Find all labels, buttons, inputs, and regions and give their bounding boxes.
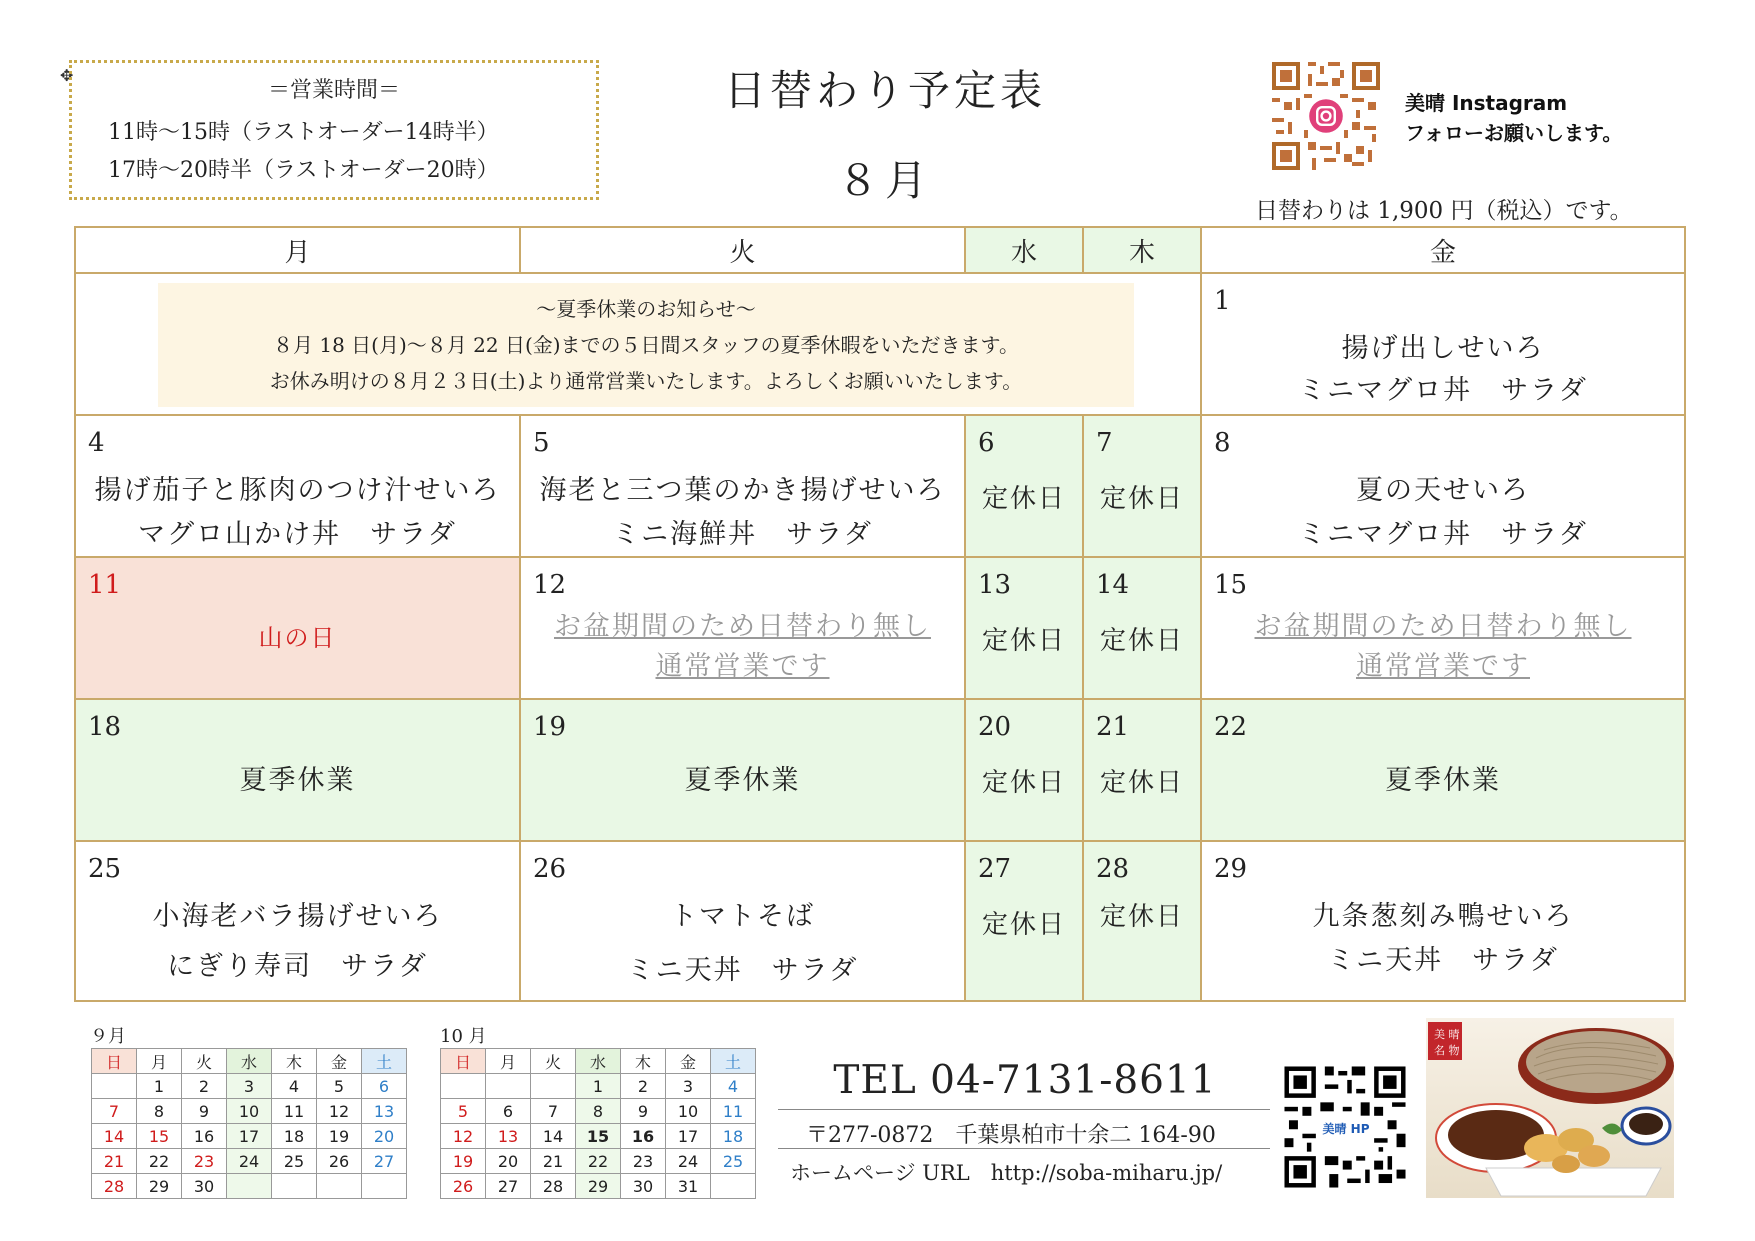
instagram-line2: フォローお願いします。: [1405, 121, 1623, 145]
mini-header-cell: 土: [711, 1049, 756, 1074]
hours-lunch: 11時〜15時（ラストオーダー14時半）: [108, 120, 499, 145]
main-dish: 海老と三つ葉のかき揚げせいろ: [539, 475, 946, 506]
hours-title: ＝営業時間＝: [267, 78, 400, 103]
mini-day-cell: 26: [317, 1149, 362, 1174]
side-dish: ミニマグロ丼 サラダ: [1298, 375, 1588, 406]
mini-day-cell: 10: [227, 1099, 272, 1124]
main-dish: 揚げ出しせいろ: [1341, 333, 1545, 364]
side-dish: にぎり寿司 サラダ: [167, 951, 428, 982]
day-cell-29: [1201, 841, 1685, 1001]
day-number: 27: [978, 854, 1012, 884]
mini-day-cell: 19: [317, 1124, 362, 1149]
day-number: 1: [1214, 286, 1231, 316]
instagram-caption: [1405, 88, 1622, 148]
mini-day-cell: 15: [137, 1124, 182, 1149]
mini-day-cell: 8: [137, 1099, 182, 1124]
day-number: 8: [1214, 428, 1231, 458]
price-note: 日替わりは 1,900 円（税込）です。: [1255, 198, 1633, 224]
mini-day-cell: 7: [531, 1099, 576, 1124]
mini-day-cell: 20: [362, 1124, 407, 1149]
mini-day-cell: 24: [666, 1149, 711, 1174]
mini-header-cell: 金: [666, 1049, 711, 1074]
mini-day-cell: [227, 1174, 272, 1199]
day-cell-20: [965, 699, 1083, 841]
hp-qr-label: 美晴 HP: [1322, 1122, 1370, 1136]
september-label: ９月: [90, 1026, 126, 1047]
main-dish: 夏の天せいろ: [1356, 475, 1530, 506]
mini-header-cell: 日: [92, 1049, 137, 1074]
summer-closed-label: 夏季休業: [684, 765, 801, 796]
mini-header-cell: 水: [576, 1049, 621, 1074]
day-cell-28: [1083, 841, 1201, 1001]
day-cell-19: [520, 699, 965, 841]
mini-day-cell: 16: [621, 1124, 666, 1149]
mini-header-cell: 月: [486, 1049, 531, 1074]
day-number: 12: [533, 570, 567, 600]
mini-day-cell: 9: [182, 1099, 227, 1124]
mini-day-cell: 19: [441, 1149, 486, 1174]
day-number: 25: [88, 854, 122, 884]
mini-day-cell: 5: [441, 1099, 486, 1124]
mini-header-cell: 日: [441, 1049, 486, 1074]
svg-text:名 物: 名 物: [1434, 1044, 1460, 1057]
mini-day-cell: 15: [576, 1124, 621, 1149]
mini-day-cell: 13: [486, 1124, 531, 1149]
mini-day-cell: 23: [182, 1149, 227, 1174]
mini-day-cell: 17: [227, 1124, 272, 1149]
side-dish: ミニマグロ丼 サラダ: [1298, 519, 1588, 550]
mini-day-cell: 2: [621, 1074, 666, 1099]
mini-day-cell: 6: [486, 1099, 531, 1124]
weekday-thu: 木: [1083, 227, 1201, 273]
day-cell-27: [965, 841, 1083, 1001]
day-number: 7: [1096, 428, 1113, 458]
mini-day-cell: [441, 1074, 486, 1099]
mini-day-cell: 6: [362, 1074, 407, 1099]
mini-header-cell: 木: [621, 1049, 666, 1074]
phone-number[interactable]: TEL 04-7131-8611: [833, 1058, 1217, 1103]
day-cell-5: [520, 415, 965, 557]
day-cell-22: [1201, 699, 1685, 841]
september-mini-calendar: [91, 1048, 407, 1199]
hours-dinner: 17時〜20時半（ラストオーダー20時）: [108, 158, 499, 183]
day-cell-7: [1083, 415, 1201, 557]
day-number: 22: [1214, 712, 1248, 742]
day-number: 13: [978, 570, 1012, 600]
notice-title: 〜夏季休業のお知らせ〜: [536, 297, 756, 321]
day-number: 29: [1214, 854, 1248, 884]
side-dish: ミニ海鮮丼 サラダ: [612, 519, 873, 550]
day-number: 14: [1096, 570, 1130, 600]
mini-day-cell: 30: [621, 1174, 666, 1199]
mini-day-cell: 1: [137, 1074, 182, 1099]
day-cell-26: [520, 841, 965, 1001]
day-cell-11: [75, 557, 520, 699]
main-dish: 九条葱刻み鴨せいろ: [1312, 901, 1574, 932]
obon-notice-sub: 通常営業です: [655, 651, 830, 682]
mini-header-cell: 火: [182, 1049, 227, 1074]
day-cell-21: [1083, 699, 1201, 841]
day-number: 21: [1096, 712, 1130, 742]
october-mini-calendar: [440, 1048, 756, 1199]
mini-day-cell: [486, 1074, 531, 1099]
main-dish: 揚げ茄子と豚肉のつけ汁せいろ: [94, 475, 501, 506]
mini-day-cell: 29: [576, 1174, 621, 1199]
october-label: 10 月: [440, 1026, 487, 1047]
mini-header-cell: 水: [227, 1049, 272, 1074]
page-title: 日替わり予定表: [723, 66, 1046, 115]
day-number: 15: [1214, 570, 1248, 600]
closed-label: 定休日: [1099, 626, 1184, 656]
mini-header-cell: 火: [531, 1049, 576, 1074]
month-label: ８月: [836, 156, 933, 205]
day-cell-12: [520, 557, 965, 699]
day-number: 18: [88, 712, 122, 742]
mini-header-cell: 金: [317, 1049, 362, 1074]
mini-day-cell: [92, 1074, 137, 1099]
day-number: 28: [1096, 854, 1130, 884]
mini-day-cell: 31: [666, 1174, 711, 1199]
summer-closure-notice: [158, 283, 1134, 407]
mini-day-cell: 22: [137, 1149, 182, 1174]
obon-notice: お盆期間のため日替わり無し: [1254, 611, 1632, 642]
mini-day-cell: 21: [92, 1149, 137, 1174]
mini-day-cell: 27: [486, 1174, 531, 1199]
side-dish: ミニ天丼 サラダ: [626, 955, 859, 986]
weekday-wed: 水: [965, 227, 1083, 273]
mini-day-cell: [711, 1174, 756, 1199]
mini-day-cell: 1: [576, 1074, 621, 1099]
weekday-fri: 金: [1201, 227, 1685, 273]
day-cell-18: [75, 699, 520, 841]
notice-line1: ８月 18 日(月)〜８月 22 日(金)までの５日間スタッフの夏季休暇をいただきます。: [273, 333, 1019, 357]
mini-day-cell: 12: [441, 1124, 486, 1149]
divider: [778, 1148, 1270, 1149]
mini-day-cell: 22: [576, 1149, 621, 1174]
mini-day-cell: 11: [711, 1099, 756, 1124]
weekday-tue: 火: [520, 227, 965, 273]
mini-day-cell: 24: [227, 1149, 272, 1174]
closed-label: 定休日: [1099, 768, 1184, 798]
mini-day-cell: 27: [362, 1149, 407, 1174]
mini-day-cell: 11: [272, 1099, 317, 1124]
day-number: 26: [533, 854, 567, 884]
day-cell-14: [1083, 557, 1201, 699]
closed-label: 定休日: [1099, 484, 1184, 514]
divider: [778, 1109, 1270, 1110]
mini-day-cell: 18: [272, 1124, 317, 1149]
mini-day-cell: [531, 1074, 576, 1099]
zaru-soba-tempura-photo: [1426, 1018, 1674, 1198]
side-dish: ミニ天丼 サラダ: [1327, 945, 1559, 976]
mini-day-cell: 14: [92, 1124, 137, 1149]
photo-label-chars: 美 晴: [1434, 1028, 1460, 1041]
day-cell-25: [75, 841, 520, 1001]
mini-day-cell: 23: [621, 1149, 666, 1174]
day-cell-8: [1201, 415, 1685, 557]
day-number: 6: [978, 428, 995, 458]
obon-notice-sub: 通常営業です: [1356, 651, 1530, 682]
day-number: 5: [533, 428, 550, 458]
mini-day-cell: 9: [621, 1099, 666, 1124]
summer-closed-label: 夏季休業: [239, 765, 356, 796]
mini-day-cell: 30: [182, 1174, 227, 1199]
closed-label: 定休日: [981, 910, 1066, 940]
mini-day-cell: 20: [486, 1149, 531, 1174]
closed-label: 定休日: [981, 626, 1066, 656]
mini-day-cell: 10: [666, 1099, 711, 1124]
obon-notice: お盆期間のため日替わり無し: [554, 611, 931, 642]
mini-day-cell: 4: [272, 1074, 317, 1099]
mini-day-cell: 3: [227, 1074, 272, 1099]
mini-day-cell: 7: [92, 1099, 137, 1124]
main-dish: トマトそば: [670, 901, 815, 932]
mini-day-cell: [362, 1174, 407, 1199]
mini-day-cell: 12: [317, 1099, 362, 1124]
main-dish: 小海老バラ揚げせいろ: [152, 901, 443, 932]
mini-day-cell: 5: [317, 1074, 362, 1099]
summer-closed-label: 夏季休業: [1385, 765, 1501, 796]
mini-day-cell: 14: [531, 1124, 576, 1149]
mini-day-cell: 26: [441, 1174, 486, 1199]
day-cell-1: [1201, 273, 1685, 415]
mini-header-cell: 土: [362, 1049, 407, 1074]
mini-day-cell: 13: [362, 1099, 407, 1124]
day-number: 20: [978, 712, 1012, 742]
mini-header-cell: 木: [272, 1049, 317, 1074]
mini-day-cell: 28: [531, 1174, 576, 1199]
mini-day-cell: 3: [666, 1074, 711, 1099]
mini-day-cell: 25: [711, 1149, 756, 1174]
mini-day-cell: 25: [272, 1149, 317, 1174]
mini-day-cell: 28: [92, 1174, 137, 1199]
mini-header-cell: 月: [137, 1049, 182, 1074]
mini-day-cell: 4: [711, 1074, 756, 1099]
mini-day-cell: 21: [531, 1149, 576, 1174]
day-number: 11: [88, 570, 122, 600]
weekday-mon: 月: [75, 227, 520, 273]
day-cell-6: [965, 415, 1083, 557]
day-cell-15: [1201, 557, 1685, 699]
homepage-url[interactable]: ホームページ URL http://soba-miharu.jp/: [790, 1161, 1223, 1185]
day-cell-4: [75, 415, 520, 557]
side-dish: マグロ山かけ丼 サラダ: [138, 519, 457, 550]
mini-day-cell: 17: [666, 1124, 711, 1149]
mini-day-cell: 18: [711, 1124, 756, 1149]
business-hours-box: [69, 60, 599, 200]
closed-label: 定休日: [1099, 902, 1184, 932]
mini-day-cell: [317, 1174, 362, 1199]
instagram-qr-code-icon[interactable]: [1268, 58, 1384, 174]
day-number: 4: [88, 428, 105, 458]
day-cell-13: [965, 557, 1083, 699]
notice-line2: お休み明けの８月２３日(土)より通常営業いたします。よろしくお願いいたします。: [269, 369, 1023, 393]
holiday-label: 山の日: [258, 624, 337, 652]
closed-label: 定休日: [981, 484, 1066, 514]
mini-day-cell: 8: [576, 1099, 621, 1124]
instagram-line1: 美晴 Instagram: [1405, 91, 1568, 115]
mini-day-cell: 2: [182, 1074, 227, 1099]
mini-day-cell: [272, 1174, 317, 1199]
address: 〒277-0872 千葉県柏市十余二 164-90: [806, 1123, 1216, 1148]
mini-day-cell: 29: [137, 1174, 182, 1199]
mini-day-cell: 16: [182, 1124, 227, 1149]
closed-label: 定休日: [981, 768, 1066, 798]
day-number: 19: [533, 712, 567, 742]
move-handle-icon: ✥: [60, 66, 74, 85]
